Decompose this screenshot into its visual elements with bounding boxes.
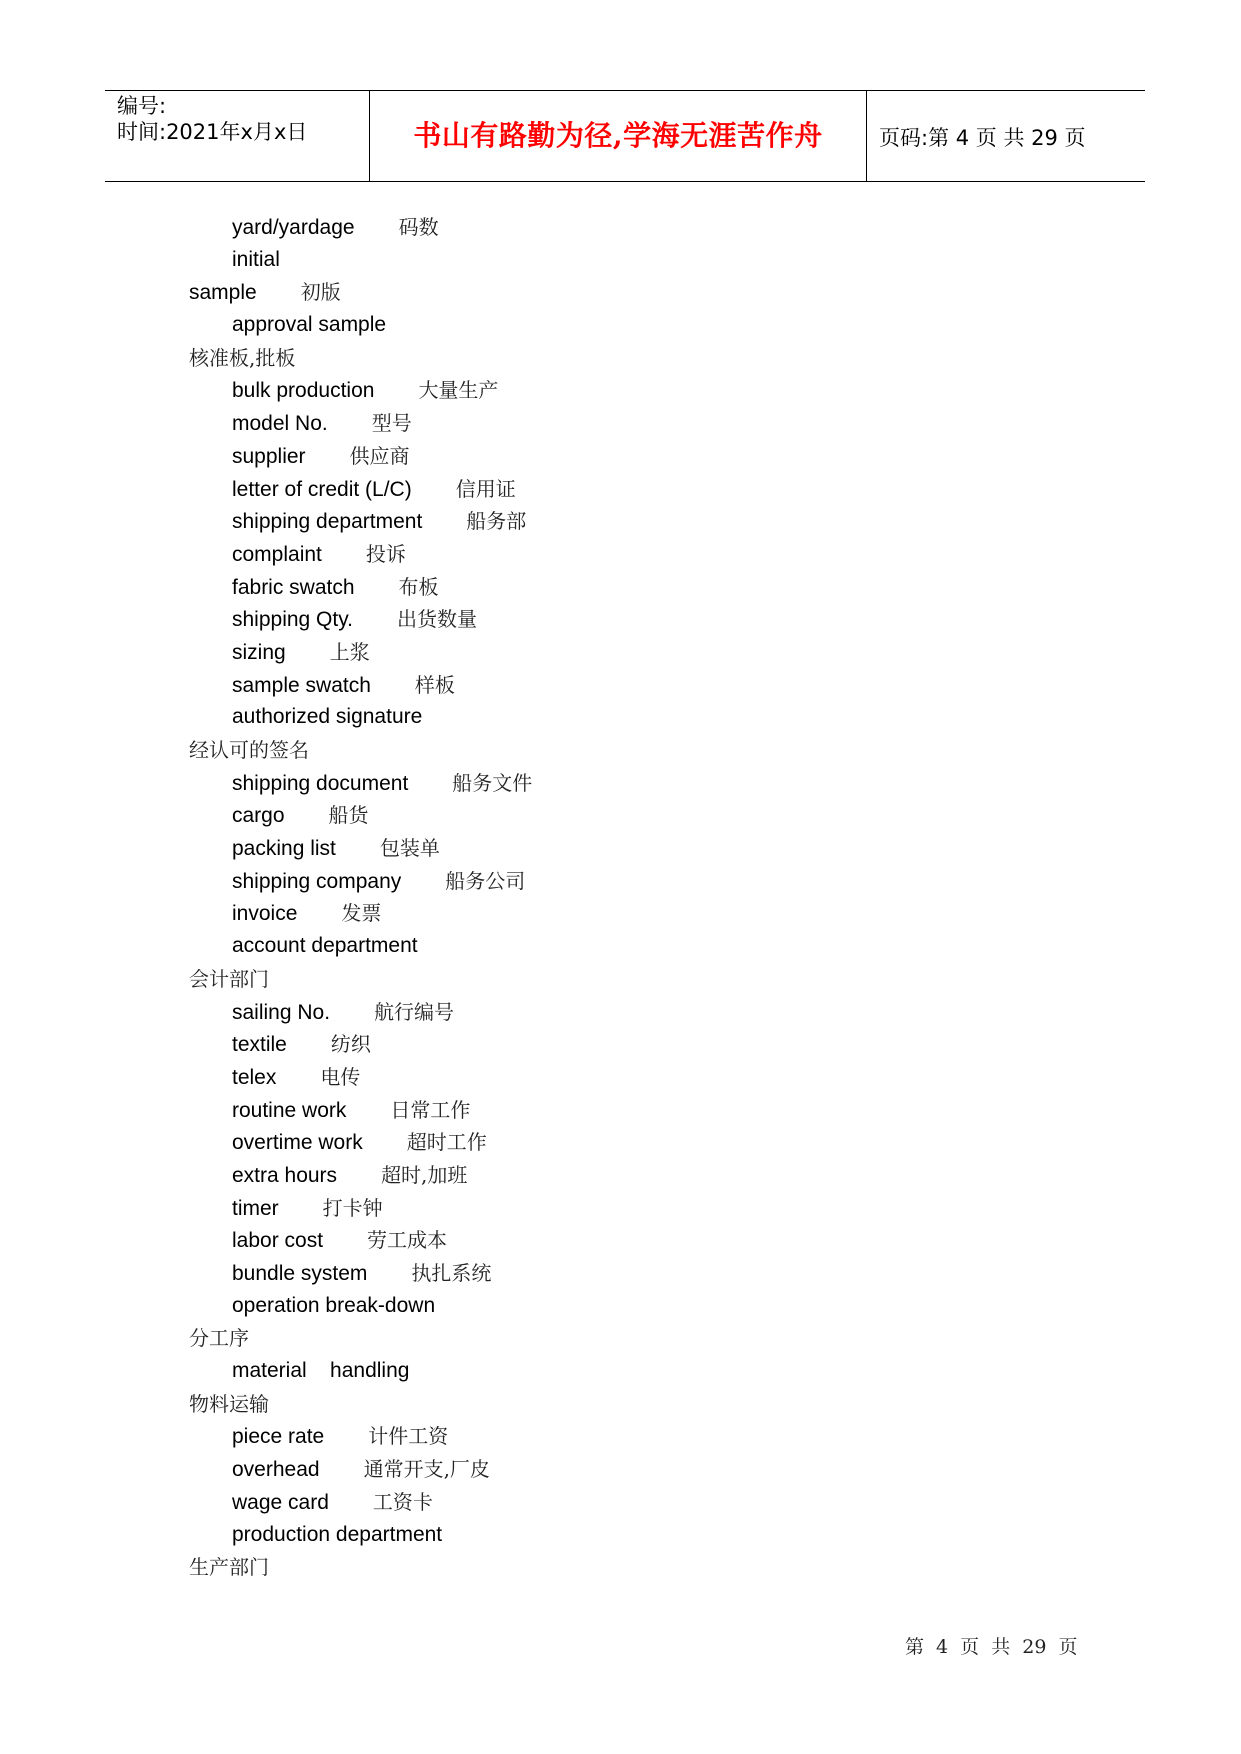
english-term: shipping company (232, 869, 402, 893)
chinese-translation: 核准板,批板 (189, 345, 296, 370)
vocab-row (0, 1159, 1241, 1192)
vocab-row (0, 571, 1241, 604)
vocab-row (0, 865, 1241, 898)
chinese-translation: 纺织 (330, 1032, 371, 1057)
vocab-row (0, 799, 1241, 832)
chinese-translation: 上浆 (329, 639, 370, 664)
vocab-row (0, 1420, 1241, 1453)
english-term: timer (232, 1196, 279, 1220)
english-term: sizing (232, 640, 286, 664)
chinese-translation: 经认可的签名 (189, 738, 309, 762)
vocab-row (0, 1290, 1241, 1323)
vocabulary-list (0, 211, 1241, 1584)
english-term: sample (189, 281, 257, 305)
english-term: yard/yardage (232, 216, 355, 239)
chinese-translation: 码数 (398, 215, 439, 239)
chinese-translation: 供应商 (349, 443, 410, 468)
motto-text: 书山有路勤为径,学海无涯苦作舟 (413, 119, 823, 152)
chinese-translation: 工资卡 (372, 1489, 433, 1514)
english-term: textile (232, 1033, 287, 1057)
english-term: initial (232, 247, 280, 271)
english-term: invoice (232, 902, 298, 926)
vocab-row (0, 505, 1241, 538)
vocab-row (0, 473, 1241, 506)
vocab-row (0, 440, 1241, 473)
chinese-translation: 样板 (414, 672, 455, 697)
vocab-row (0, 897, 1241, 930)
number-label: 编号: (117, 94, 167, 118)
english-term: supplier (232, 444, 306, 468)
chinese-translation: 初版 (300, 280, 341, 305)
vocab-row (0, 244, 1241, 277)
english-term: overtime work (232, 1131, 363, 1155)
chinese-translation: 劳工成本 (367, 1228, 448, 1253)
time-label: 时间:2021年x月x日 (117, 120, 308, 144)
vocab-row (0, 1322, 1241, 1355)
vocab-row (0, 538, 1241, 571)
vocab-row (0, 996, 1241, 1029)
header-left-cell (105, 91, 370, 181)
vocab-row (0, 342, 1241, 375)
vocab-row (0, 963, 1241, 996)
document-header (105, 90, 1145, 182)
vocab-row (0, 603, 1241, 636)
chinese-translation: 信用证 (455, 476, 516, 501)
chinese-translation: 船务文件 (452, 770, 533, 795)
english-term: shipping document (232, 771, 409, 795)
english-term: routine work (232, 1098, 347, 1122)
chinese-translation: 生产部门 (189, 1555, 269, 1580)
vocab-row (0, 1028, 1241, 1061)
vocab-row (0, 1355, 1241, 1388)
chinese-translation: 日常工作 (390, 1097, 471, 1122)
vocab-row (0, 767, 1241, 800)
vocab-row (0, 1453, 1241, 1486)
vocab-row (0, 669, 1241, 702)
chinese-translation: 船务公司 (445, 868, 526, 893)
chinese-translation: 大量生产 (418, 378, 499, 403)
chinese-translation: 计件工资 (368, 1424, 449, 1449)
chinese-translation: 出货数量 (397, 607, 478, 632)
chinese-translation: 船货 (328, 803, 369, 828)
english-term: wage card (232, 1490, 329, 1514)
vocab-row (0, 1126, 1241, 1159)
english-term: bulk production (232, 379, 375, 403)
page-info: 页码:第 4 页 共 29 页 (879, 126, 1086, 150)
english-term: telex (232, 1065, 277, 1089)
english-term: material handling (232, 1359, 410, 1383)
english-term: extra hours (232, 1163, 338, 1187)
vocab-row (0, 374, 1241, 407)
vocab-row (0, 701, 1241, 734)
chinese-translation: 发票 (341, 901, 382, 926)
english-term: shipping department (232, 510, 423, 534)
chinese-translation: 超时,加班 (381, 1162, 468, 1187)
chinese-translation: 布板 (398, 574, 439, 599)
header-right-cell (867, 91, 1145, 181)
english-term: sample swatch (232, 673, 371, 697)
english-term: production department (232, 1522, 443, 1546)
chinese-translation: 物料运输 (189, 1391, 269, 1416)
english-term: letter of credit (L/C) (232, 477, 412, 501)
vocab-row (0, 407, 1241, 440)
english-term: authorized signature (232, 705, 423, 729)
english-term: labor cost (232, 1229, 324, 1253)
page-footer: 第 4 页 共 29 页 (905, 1636, 1078, 1658)
chinese-translation: 航行编号 (374, 999, 455, 1024)
vocab-row (0, 1551, 1241, 1584)
english-term: sailing No. (232, 1000, 331, 1024)
chinese-translation: 电传 (320, 1064, 361, 1089)
english-term: cargo (232, 804, 285, 828)
header-middle-cell (370, 91, 867, 181)
chinese-translation: 打卡钟 (322, 1195, 383, 1220)
english-term: operation break-down (232, 1293, 436, 1317)
vocab-row (0, 734, 1241, 767)
english-term: shipping Qty. (232, 608, 354, 632)
vocab-row (0, 1257, 1241, 1290)
english-term: account department (232, 934, 418, 958)
vocab-row (0, 1486, 1241, 1519)
vocab-row (0, 309, 1241, 342)
vocab-row (0, 1519, 1241, 1552)
chinese-translation: 投诉 (365, 541, 406, 566)
english-term: overhead (232, 1458, 320, 1482)
vocab-row (0, 636, 1241, 669)
english-term: piece rate (232, 1425, 325, 1449)
chinese-translation: 型号 (371, 411, 412, 436)
vocab-row (0, 211, 1241, 244)
english-term: fabric swatch (232, 575, 355, 599)
chinese-translation: 会计部门 (189, 966, 269, 991)
chinese-translation: 分工序 (189, 1326, 249, 1351)
english-term: complaint (232, 542, 322, 566)
vocab-row (0, 930, 1241, 963)
english-term: model No. (232, 412, 328, 436)
vocab-row (0, 1192, 1241, 1225)
vocab-row (0, 1224, 1241, 1257)
english-term: approval sample (232, 313, 387, 337)
vocab-row (0, 1388, 1241, 1421)
vocab-row (0, 276, 1241, 309)
chinese-translation: 包装单 (379, 836, 440, 861)
chinese-translation: 船务部 (466, 509, 527, 534)
chinese-translation: 执扎系统 (411, 1261, 492, 1285)
vocab-row (0, 1061, 1241, 1094)
vocab-row (0, 1094, 1241, 1127)
vocab-row (0, 832, 1241, 865)
english-term: bundle system (232, 1262, 368, 1285)
chinese-translation: 超时工作 (406, 1130, 487, 1155)
chinese-translation: 通常开支,厂皮 (363, 1457, 490, 1482)
english-term: packing list (232, 837, 336, 861)
